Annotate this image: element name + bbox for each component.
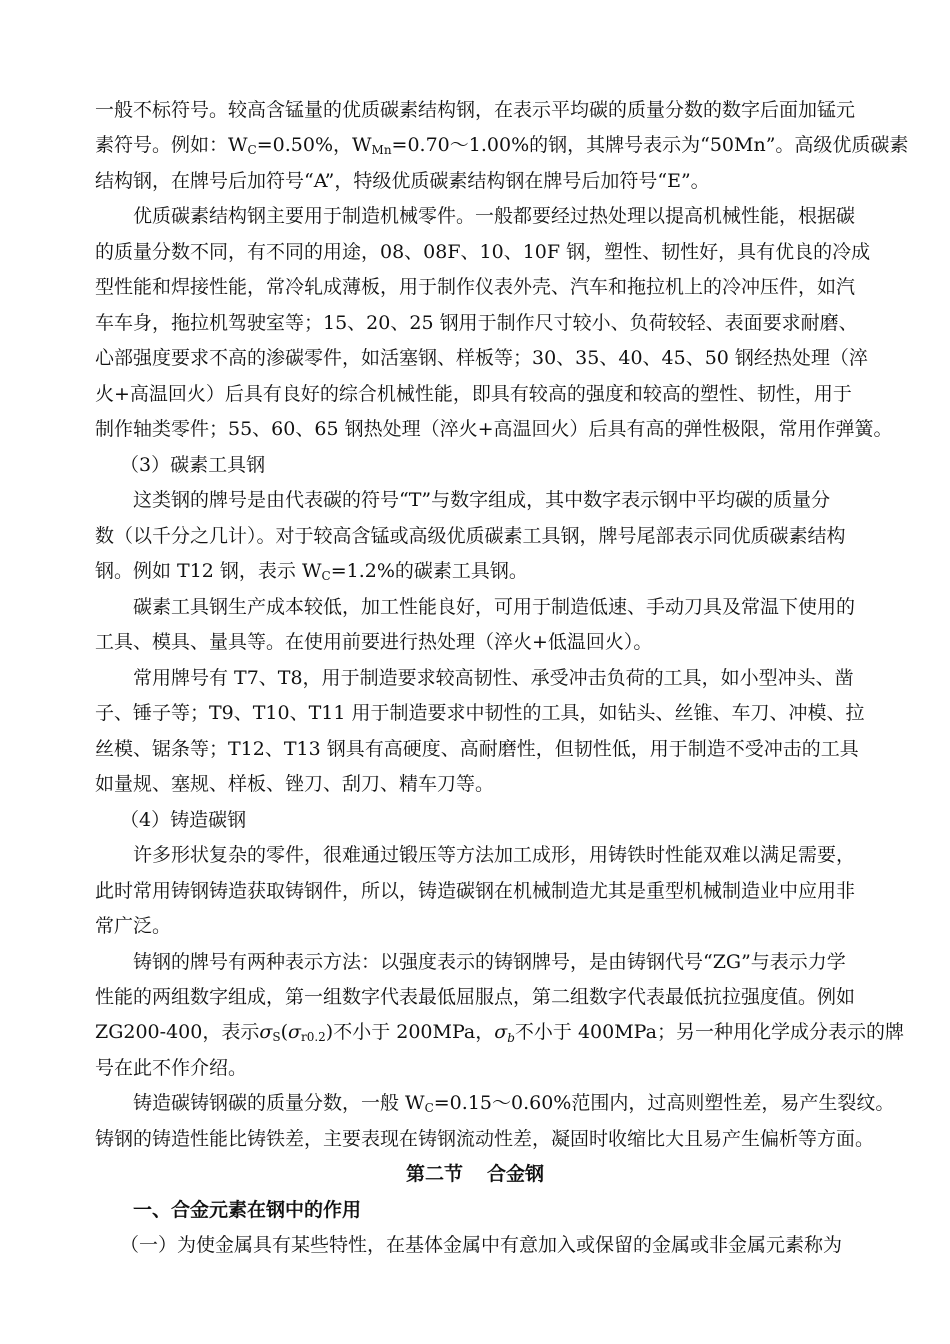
text-line: 制作轴类零件；55、60、65 钢热处理（淬火+高温回火）后具有高的弹性极限，常用作弹簧。: [95, 418, 893, 440]
text-line: 子、锤子等；T9、T10、T11 用于制造要求中韧性的工具，如钻头、丝锥、车刀、冲模、拉: [95, 702, 865, 724]
text-line: 铸钢的牌号有两种表示方法：以强度表示的铸钢牌号，是由铸钢代号“ZG”与表示力学: [133, 951, 846, 973]
text-line: 一般不标符号。较高含锰量的优质碳素结构钢，在表示平均碳的质量分数的数字后面加锰元: [95, 99, 856, 121]
text-line: （一）为使金属具有某些特性，在基体金属中有意加入或保留的金属或非金属元素称为: [120, 1234, 843, 1256]
subscript: C: [424, 1101, 434, 1115]
text-line: 心部强度要求不高的渗碳零件，如活塞钢、样板等；30、35、40、45、50 钢经热处理（淬: [95, 347, 868, 369]
section-number: 第二节: [405, 1163, 463, 1185]
text-line: 丝模、锯条等；T12、T13 钢具有高硬度、高耐磨性，但韧性低，用于制造不受冲击的工具: [95, 738, 859, 760]
text-line: 火+高温回火）后具有良好的综合机械性能，即具有较高的强度和较高的塑性、韧性，用于: [95, 383, 852, 405]
subscript: S: [272, 1030, 281, 1044]
text-line: 的质量分数不同，有不同的用途，08、08F、10、10F 钢，塑性、韧性好，具有优良的冷成: [95, 241, 871, 263]
section-title: 合金钢: [487, 1163, 545, 1185]
sigma-symbol: σ: [494, 1021, 508, 1043]
text-line: 此时常用铸钢铸造获取铸钢件，所以，铸造碳钢在机械制造尤其是重型机械制造业中应用非: [95, 880, 856, 902]
subscript: C: [321, 569, 331, 583]
text-line: 常广泛。: [95, 915, 172, 937]
text-line: 型性能和焊接性能，常冷轧成薄板，用于制作仪表外壳、汽车和拖拉机上的冷冲压件，如汽: [95, 276, 856, 298]
text-line: 如量规、塞规、样板、锉刀、刮刀、精车刀等。: [95, 773, 495, 795]
chapter-subheading: 一、合金元素在钢中的作用: [133, 1199, 362, 1221]
subscript: b: [507, 1031, 515, 1045]
text-line: 铸钢的铸造性能比铸铁差，主要表现在铸钢流动性差，凝固时收缩比大且易产生偏析等方面。: [95, 1128, 875, 1150]
text-line: 钢。例如 T12 钢，表示 $W_C=1.2\%$的碳素工具钢。: [95, 560, 528, 583]
text-line: 素符号。例如：$W_C=0.50\%$，$W_{Mn}=0.70\sim 1.00\%$的钢，其牌号表示为“50Mn”。高级优质碳素: [95, 134, 909, 157]
text-line: 铸造碳铸钢碳的质量分数，一般 $W_C=0.15\sim 0.60\%$范围内，过高则塑性差，易产生裂纹。: [133, 1092, 895, 1115]
text-line: ZG200-400，表示$\sigma_S(\sigma_{r0.2})$不小于 200MPa，$\sigma_b$不小于 400MPa；另一种用化学成分表示的牌: [95, 1021, 904, 1045]
text-line: 结构钢，在牌号后加符号“A”，特级优质碳素结构钢在牌号后加符号“E”。: [95, 170, 710, 192]
text-line: 碳素工具钢生产成本较低，加工性能良好，可用于制造低速、手动刀具及常温下使用的: [133, 596, 856, 618]
subsection-heading: （4）铸造碳钢: [120, 809, 247, 831]
text-line: 优质碳素结构钢主要用于制造机械零件。一般都要经过热处理以提高机械性能，根据碳: [133, 205, 856, 227]
subscript: Mn: [371, 143, 392, 157]
subscript: r0.2: [300, 1030, 326, 1044]
text-line: 工具、模具、量具等。在使用前要进行热处理（淬火+低温回火）。: [95, 631, 653, 653]
section-heading: [0, 1162, 950, 1186]
text-line: 许多形状复杂的零件，很难通过锻压等方法加工成形，用铸铁时性能双难以满足需要，: [133, 844, 856, 866]
text-line: 车车身，拖拉机驾驶室等；15、20、25 钢用于制作尺寸较小、负荷较轻、表面要求耐磨、: [95, 312, 858, 334]
sigma-symbol: σ: [287, 1021, 301, 1043]
text-line: 常用牌号有 T7、T8，用于制造要求较高韧性、承受冲击负荷的工具，如小型冲头、凿: [133, 667, 854, 689]
text-line: 这类钢的牌号是由代表碳的符号“T”与数字组成，其中数字表示钢中平均碳的质量分: [133, 489, 831, 511]
sigma-symbol: σ: [259, 1021, 273, 1043]
subscript: C: [247, 143, 257, 157]
text-line: 数（以千分之几计）。对于较高含锰或高级优质碳素工具钢，牌号尾部表示同优质碳素结构: [95, 525, 846, 547]
subsection-heading: （3）碳素工具钢: [120, 454, 266, 476]
text-line: 号在此不作介绍。: [95, 1057, 248, 1079]
text-line: 性能的两组数字组成，第一组数字代表最低屈服点，第二组数字代表最低抗拉强度值。例如: [95, 986, 856, 1008]
